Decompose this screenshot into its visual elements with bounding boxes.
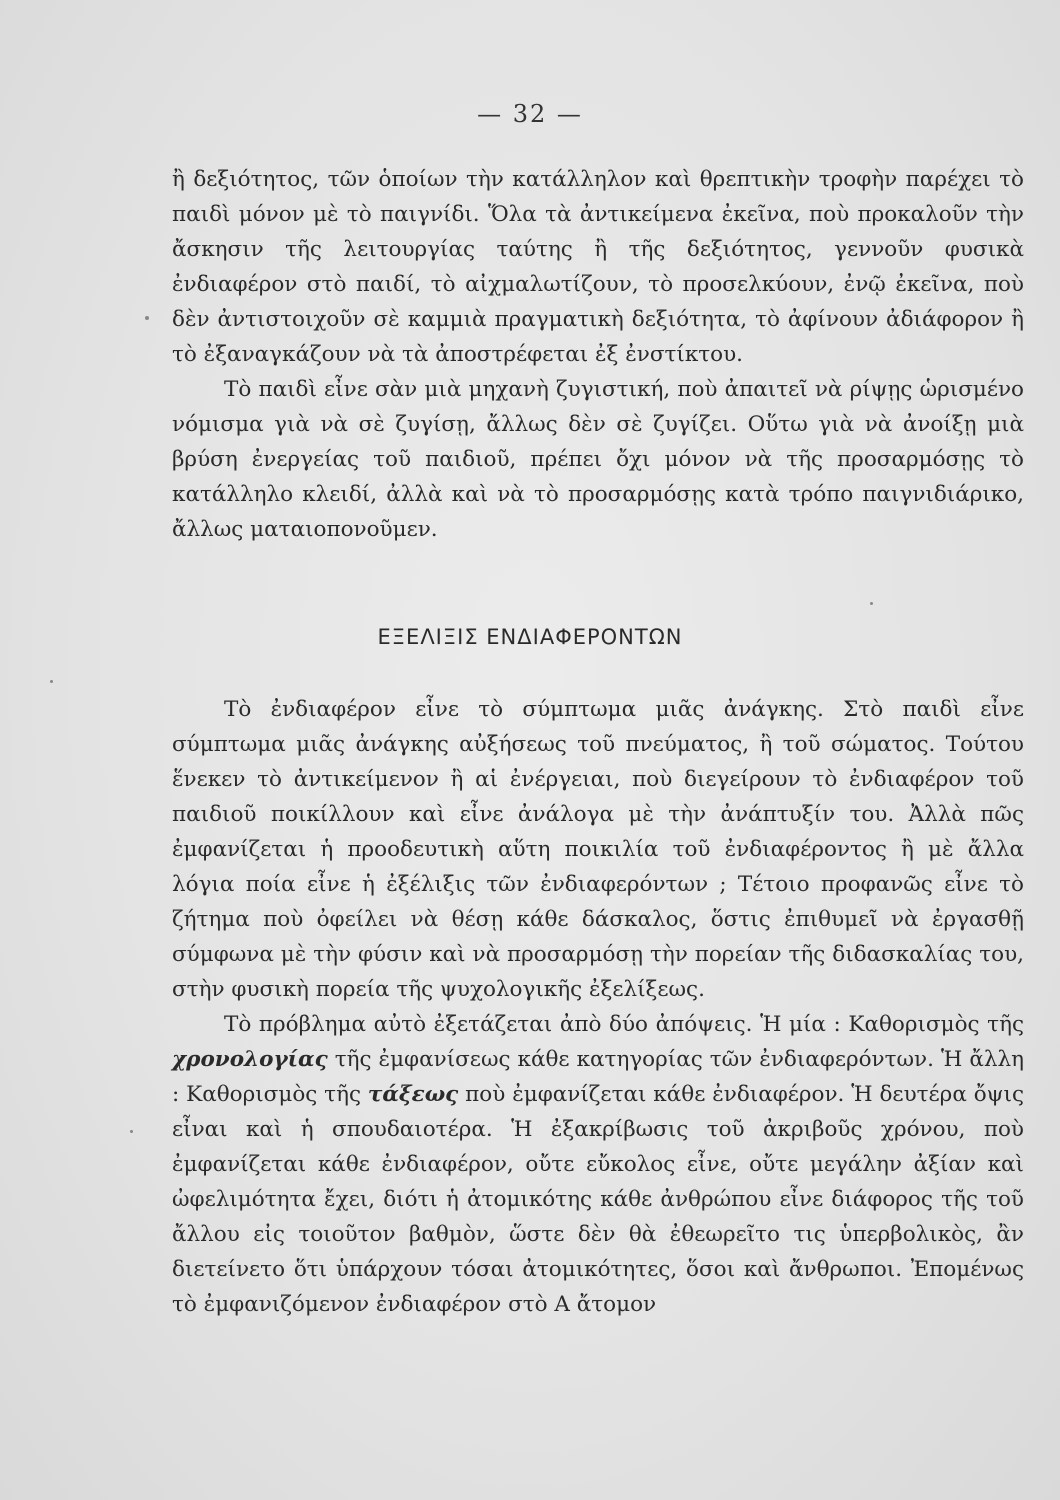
scan-speck bbox=[50, 680, 53, 683]
emphasis-order: τάξεως bbox=[367, 1082, 459, 1107]
paragraph-continuation: ἢ δεξιότητος, τῶν ὁποίων τὴν κατάλληλον καὶ θρεπτικὴν τροφὴν παρέχει τὸ παιδὶ μόνον μὲ τὸ παιγνίδι. Ὅλα τὰ ἀντικείμενα ἐκεῖνα, ποὺ προκαλοῦν τὴν ἄσκησιν τῆς λειτουργίας ταύτης ἢ τῆς δεξιότητος, γεννοῦν φυσικὰ ἐνδιαφέρον στὸ παιδί, τὸ αἰχμαλωτίζουν, τὸ προσελκύουν, ἐνῷ ἐκεῖνα, ποὺ δὲν ἀντιστοιχοῦν σὲ καμμιὰ πραγματικὴ δεξιότητα, τὸ ἀφίνουν ἀδιάφορον ἢ τὸ ἐξαναγκάζουν νὰ τὰ ἀποστρέφεται ἐξ ἐνστίκτου. bbox=[172, 167, 1024, 367]
paragraph-problem-views bbox=[172, 1007, 1024, 1322]
paragraph-4-part-3: ποὺ ἐμφανίζεται κάθε ἐνδιαφέρον. Ἡ δευτέρα ὄψις εἶναι καὶ ἡ σπουδαιοτέρα. Ἡ ἐξακρίβωσις τοῦ ἀκριβοῦς χρόνου, ποὺ ἐμφανίζεται κάθε ἐνδιαφέρον, οὔτε εὔκολος εἶνε, οὔτε μεγάλην ἀξίαν καὶ ὠφελιμότητα ἔχει, διότι ἡ ἀτομικότης κάθε ἀνθρώπου εἶνε διάφορος τῆς τοῦ ἄλλου εἰς τοιοῦτον βαθμὸν, ὥστε δὲν θὰ ἐθεωρεῖτο τις ὑπερβολικὸς, ἂν διετείνετο ὅτι ὑπάρχουν τόσαι ἀτομικότητες, ὅσοι καὶ ἄνθρωποι. Ἐπομένως τὸ ἐμφανιζόμενον ἐνδιαφέρον στὸ Α ἄτομον bbox=[172, 1082, 1024, 1317]
page-number: — 32 — bbox=[477, 100, 583, 128]
paragraph-4-part-2: τῆς ἐμφανίσεως κάθε κατηγορίας τῶν ἐνδιαφερόντων. Ἡ ἄλλη : Καθορισμὸς τῆς bbox=[172, 1047, 1024, 1107]
scan-speck bbox=[130, 1130, 133, 1133]
paragraph-interest-symptom: Τὸ ἐνδιαφέρον εἶνε τὸ σύμπτωμα μιᾶς ἀνάγκης. Στὸ παιδὶ εἶνε σύμπτωμα μιᾶς ἀνάγκης αὐξήσεως τοῦ πνεύματος, ἢ τοῦ σώματος. Τούτου ἕνεκεν τὸ ἀντικείμενον ἢ αἱ ἐνέργειαι, ποὺ διεγείρουν τὸ ἐνδιαφέρον τοῦ παιδιοῦ ποικίλλουν καὶ εἶνε ἀνάλογα μὲ τὴν ἀνάπτυξίν του. Ἀλλὰ πῶς ἐμφανίζεται ἡ προοδευτικὴ αὕτη ποικιλία τοῦ ἐνδιαφέροντος ἢ μὲ ἄλλα λόγια ποία εἶνε ἡ ἐξέλιξις τῶν ἐνδιαφερόντων ; Τέτοιο προφανῶς εἶνε τὸ ζήτημα ποὺ ὀφείλει νὰ θέσῃ κάθε δάσκαλος, ὅστις ἐπιθυμεῖ νὰ ἐργασθῇ σύμφωνα μὲ τὴν φύσιν καὶ νὰ προσαρμόσῃ τὴν πορείαν τῆς διδασκαλίας του, στὴν φυσικὴ πορεία τῆς ψυχολογικῆς ἐξελίξεως. bbox=[172, 697, 1024, 1002]
scan-speck bbox=[870, 602, 873, 605]
section-heading: ΕΞΕΛΙΞΙΣ ΕΝΔΙΑΦΕΡΟΝΤΩΝ bbox=[377, 625, 683, 649]
paragraph-machine-analogy: Τὸ παιδὶ εἶνε σὰν μιὰ μηχανὴ ζυγιστική, ποὺ ἀπαιτεῖ νὰ ρίψῃς ὡρισμένο νόμισμα γιὰ νὰ σὲ ζυγίσῃ, ἄλλως δὲν σὲ ζυγίζει. Οὕτω γιὰ νὰ ἀνοίξῃ μιὰ βρύση ἐνεργείας τοῦ παιδιοῦ, πρέπει ὄχι μόνον νὰ τῆς προσαρμόσῃς τὸ κατάλληλο κλειδί, ἀλλὰ καὶ νὰ τὸ προσαρμόσῃς κατὰ τρόπο παιγνιδιάρικο, ἄλλως ματαιοπονοῦμεν. bbox=[172, 377, 1024, 542]
paragraph-4-part-1: Τὸ πρόβλημα αὐτὸ ἐξετάζεται ἀπὸ δύο ἀπόψεις. Ἡ μία : Καθορισμὸς τῆς bbox=[224, 1012, 1024, 1037]
emphasis-chronology: χρονολογίας bbox=[172, 1047, 328, 1072]
body-text-top bbox=[172, 162, 1024, 547]
scan-speck bbox=[145, 316, 149, 320]
body-text-bottom bbox=[172, 692, 1024, 1322]
